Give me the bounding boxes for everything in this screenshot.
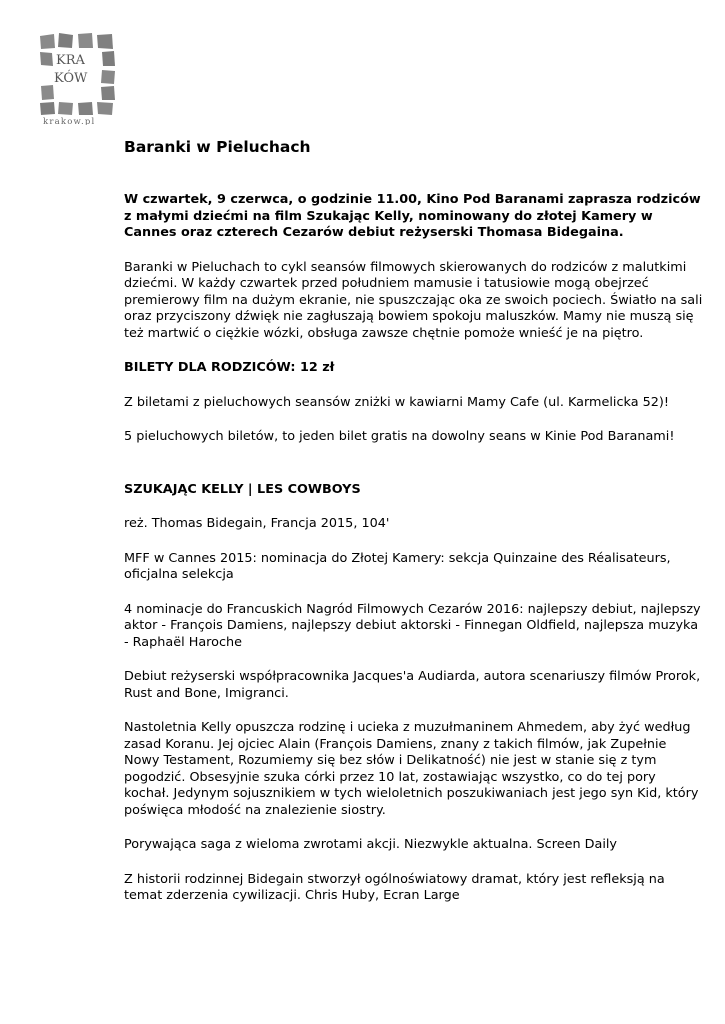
film-synopsis: Nastoletnia Kelly opuszcza rodzinę i ucieka z muzułmaninem Ahmedem, aby żyć według zasad Koranu. Jej ojciec Alain (François Damiens, znany z takich filmów, jak Zupełnie Nowy Testament, Rozumiemy się bez słów i Delikatność) nie jest w stanie się z tym pogodzić. Obsesyjnie szuka córki przez 10 lat, zostawiając wszystko, co do tej pory kochał. Jedynym sojusznikiem w tych wieloletnich poszukiwaniach jest jego syn Kid, który poświęca młodość na znalezienie siostry. [124, 720, 699, 818]
logo-text-line1: KRA [56, 53, 85, 68]
logo-url: krakow.pl [43, 117, 96, 125]
intro-paragraph: Baranki w Pieluchach to cykl seansów filmowych skierowanych do rodziców z malutkimi dziećmi. W każdy czwartek przed południem mamusie i tatusiowie mogą obejrzeć premierowy film na dużym ekranie, nie spuszczając oka ze swoich pociech. Światło na sali oraz przyciszony dźwięk nie zagłuszają bowiem spokoju maluszków. Mamy nie muszą się też martwić o ciężkie wózki, obsługa zawsze chętnie pomoże wnieść je na piętro. [124, 259, 703, 341]
film-credits: reż. Thomas Bidegain, Francja 2015, 104' [124, 516, 390, 531]
discount-paragraph: Z biletami z pieluchowych seansów zniżki w kawiarni Mamy Cafe (ul. Karmelicka 52)! [124, 394, 670, 410]
film-cesars: 4 nominacje do Francuskich Nagród Filmowych Cezarów 2016: najlepszy debiut, najlepszy aktor - François Damiens, najlepszy debiut aktorski - Finnegan Oldfield, najlepsza muzyka - Raphaël Haroche [124, 601, 701, 650]
krakow-logo-graphic [38, 30, 122, 125]
film-heading: SZUKAJĄC KELLY | LES COWBOYS [124, 481, 361, 497]
document-body [124, 138, 704, 905]
krakow-logo [38, 30, 122, 125]
ticket-price: BILETY DLA RODZICÓW: 12 zł [124, 360, 335, 375]
lead-paragraph: W czwartek, 9 czerwca, o godzinie 11.00, Kino Pod Baranami zaprasza rodziców z małymi dziećmi na film Szukając Kelly, nominowany do złotej Kamery w Cannes oraz czterech Cezarów debiut reżyserski Thomasa Bidegaina. [124, 192, 701, 240]
logo-text-line2: KÓW [54, 71, 88, 86]
film-debut: Debiut reżyserski współpracownika Jacques'a Audiarda, autora scenariuszy filmów Prorok, Rust and Bone, Imigranci. [124, 669, 701, 701]
film-cannes: MFF w Cannes 2015: nominacja do Złotej Kamery: sekcja Quinzaine des Réalisateurs, oficjalna selekcja [124, 550, 671, 582]
film-quote-1: Porywająca saga z wieloma zwrotami akcji. Niezwykle aktualna. Screen Daily [124, 837, 618, 852]
promo-paragraph: 5 pieluchowych biletów, to jeden bilet gratis na dowolny seans w Kinie Pod Baranami! [124, 429, 675, 444]
page-title: Baranki w Pieluchach [124, 138, 311, 156]
film-quote-2: Z historii rodzinnej Bidegain stworzył ogólnoświatowy dramat, który jest refleksją na temat zderzenia cywilizacji. Chris Huby, Ecran Large [124, 871, 665, 903]
